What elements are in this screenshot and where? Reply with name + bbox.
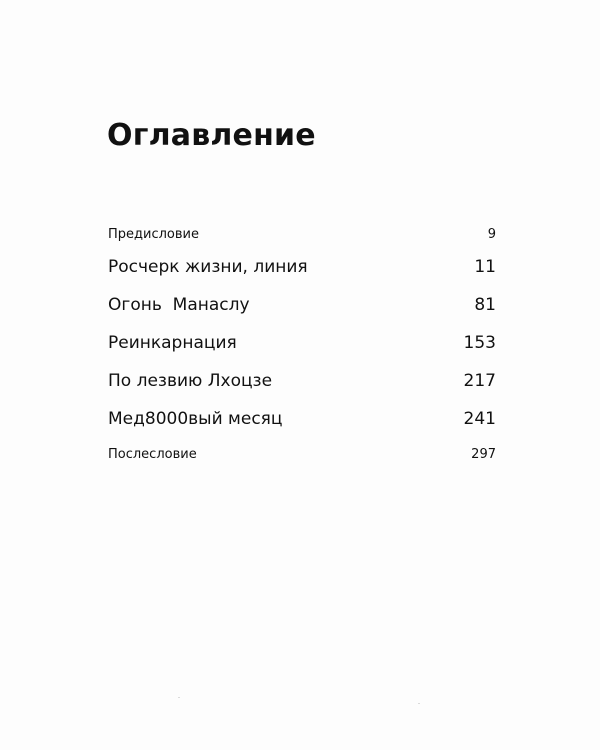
toc-entry-title: Росчерк жизни, линия: [108, 257, 308, 277]
table-of-contents: [108, 222, 496, 468]
toc-entry-title: По лезвию Лхоцзе: [108, 371, 273, 391]
toc-entry-chapter-1: [108, 248, 496, 286]
toc-entry-chapter-5: [108, 400, 496, 438]
toc-entry-chapter-4: [108, 362, 496, 400]
toc-entry-preface: [108, 222, 496, 248]
toc-entry-page: 9: [487, 227, 496, 242]
toc-entry-page: 11: [474, 257, 496, 277]
toc-entry-title: Реинкарнация: [108, 333, 237, 353]
toc-entry-afterword: [108, 442, 496, 468]
toc-entry-title: Послесловие: [108, 447, 197, 462]
toc-entry-page: 81: [474, 295, 496, 315]
toc-entry-page: 153: [463, 333, 496, 353]
toc-entry-title: Предисловие: [108, 227, 199, 242]
paper-speck: [178, 697, 180, 698]
toc-entry-page: 241: [463, 409, 496, 429]
toc-entry-title: Огонь Манаслу: [108, 295, 250, 315]
toc-entry-page: 217: [463, 371, 496, 391]
toc-entry-page: 297: [471, 447, 496, 462]
toc-entry-title: Мед8000вый месяц: [108, 409, 283, 429]
toc-entry-chapter-3: [108, 324, 496, 362]
page-title: Оглавление: [107, 118, 316, 153]
paper-speck: [418, 703, 420, 704]
toc-entry-chapter-2: [108, 286, 496, 324]
